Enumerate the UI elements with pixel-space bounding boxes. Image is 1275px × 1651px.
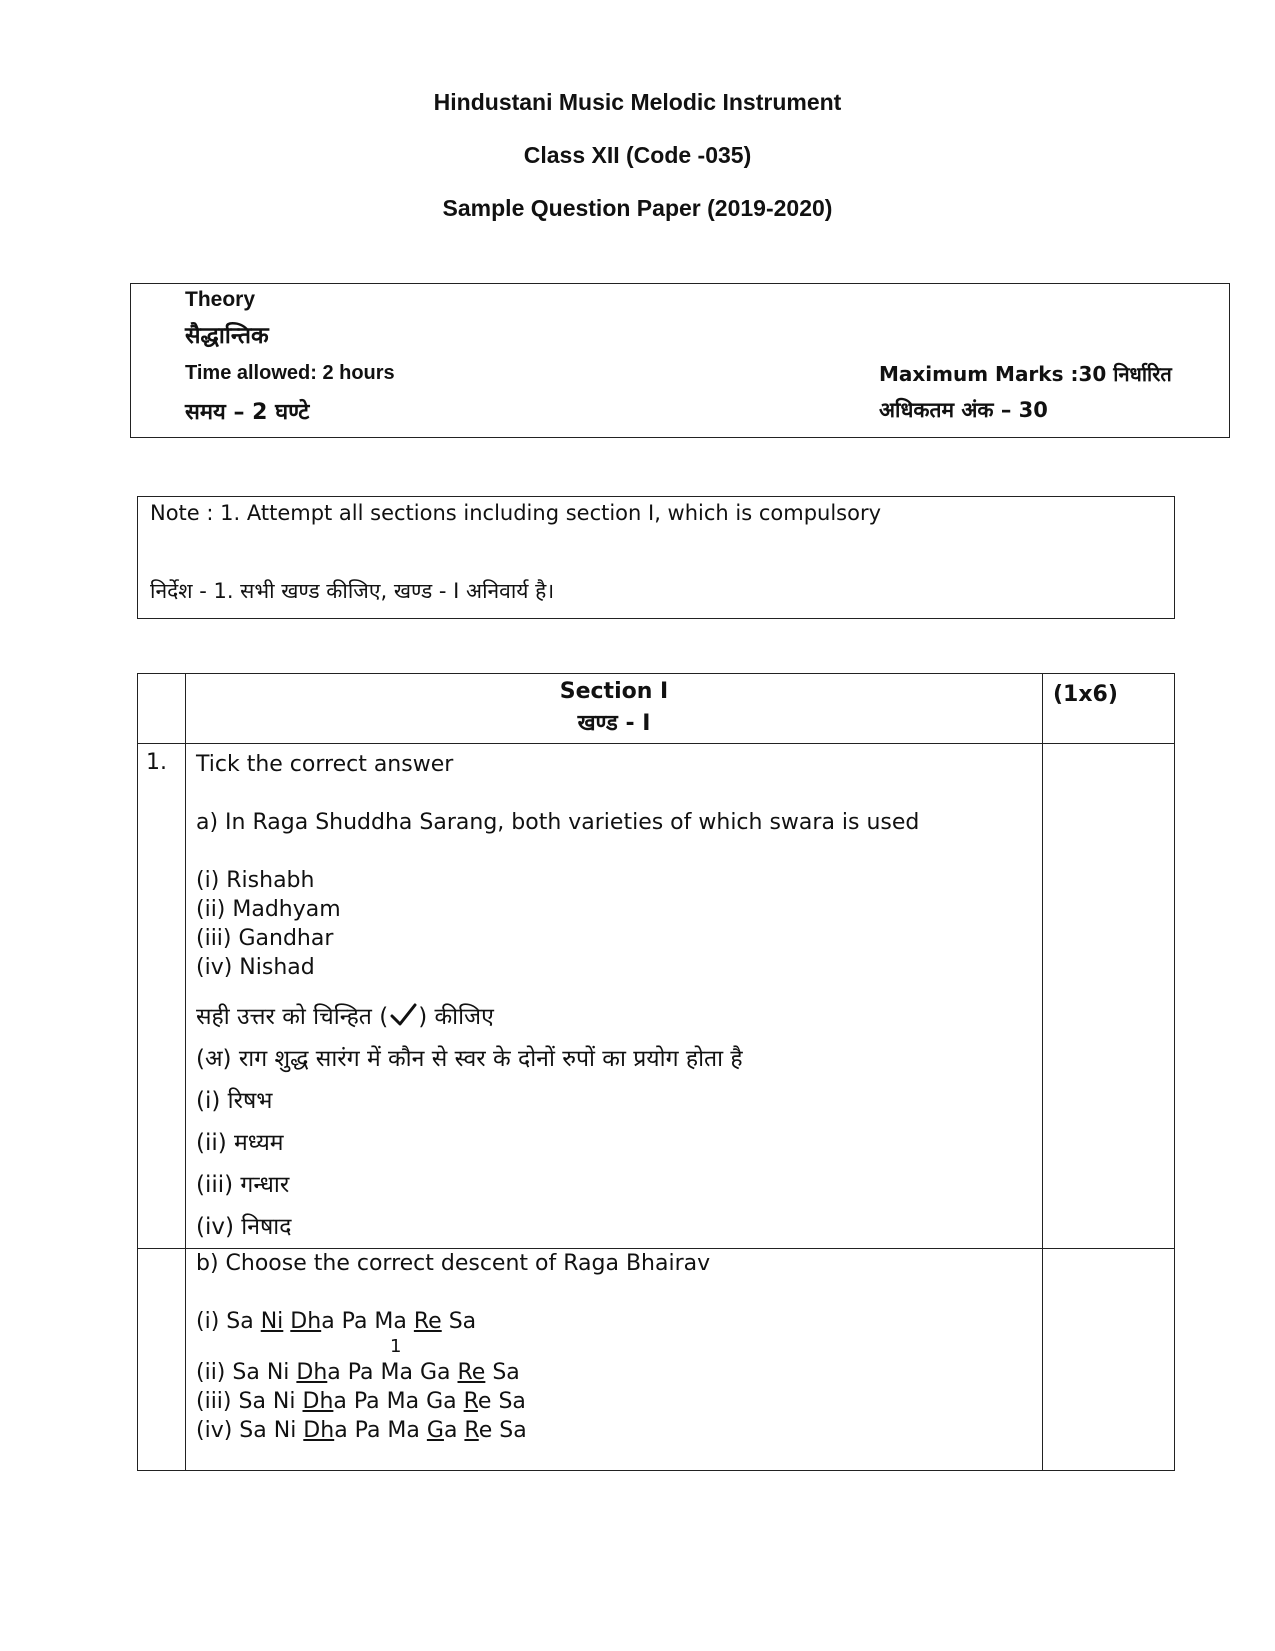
- empty-cell: [138, 674, 186, 744]
- option-a-4: (iv) Nishad: [196, 955, 315, 980]
- section-title-cell: [186, 674, 1043, 744]
- question-b-english: b) Choose the correct descent of Raga Bhairav: [196, 1251, 711, 1276]
- instruction-hindi: सही उत्तर को चिन्हित ( ) कीजिए: [196, 996, 1042, 1038]
- title-class: Class XII (Code -035): [523, 142, 752, 168]
- section-title: Section I: [559, 679, 669, 704]
- maximum-marks: Maximum Marks :30 निर्धारित: [879, 362, 1172, 386]
- marks-cell-b: [1043, 1249, 1175, 1471]
- note-box: [137, 496, 1175, 619]
- option-b-2: (ii) Sa Ni Dha Pa Ma Ga Re Sa: [196, 1360, 520, 1385]
- note-hindi: निर्देश - 1. सभी खण्ड कीजिए, खण्ड - I अनिवार्य है।: [150, 579, 555, 603]
- option-a-2: (ii) Madhyam: [196, 897, 341, 922]
- time-allowed: Time allowed: 2 hours: [185, 362, 395, 384]
- theory-label: Theory: [185, 288, 256, 311]
- marks-cell-a: [1043, 744, 1175, 1249]
- title-paper: Sample Question Paper (2019-2020): [442, 195, 833, 221]
- option-a-1: (i) Rishabh: [196, 868, 315, 893]
- question-a-english: a) In Raga Shuddha Sarang, both varieties of which swara is used: [196, 810, 920, 835]
- option-b-1: (i) Sa Ni Dha Pa Ma Re Sa: [196, 1309, 477, 1334]
- empty-cell: [138, 1249, 186, 1471]
- option-a-hindi-2: (ii) मध्यम: [196, 1130, 284, 1156]
- question-row-b: [138, 1249, 1175, 1471]
- paper-titles: [0, 88, 1275, 247]
- theory-label-hindi: सैद्धान्तिक: [185, 323, 269, 349]
- option-a-hindi-4: (iv) निषाद: [196, 1214, 292, 1240]
- question-number: 1.: [138, 744, 186, 1249]
- section-header-row: [138, 674, 1175, 744]
- option-b-4: (iv) Sa Ni Dha Pa Ma Ga Re Sa: [196, 1418, 527, 1443]
- question-row-a: [138, 744, 1175, 1249]
- question-a-hindi: (अ) राग शुद्ध सारंग में कौन से स्वर के दोनों रुपों का प्रयोग होता है: [196, 1046, 743, 1072]
- title-subject: Hindustani Music Melodic Instrument: [433, 89, 842, 115]
- question-a-cell: [186, 744, 1043, 1249]
- tivra-mark: 1: [390, 1336, 402, 1357]
- check-mark-icon: [388, 1000, 418, 1026]
- note-english: Note : 1. Attempt all sections including section I, which is compulsory: [150, 501, 882, 525]
- instruction-english: Tick the correct answer: [196, 752, 454, 777]
- section-title-hindi: खण्ड - I: [577, 711, 651, 736]
- maximum-marks-hindi: अधिकतम अंक – 30: [879, 398, 1048, 422]
- option-a-3: (iii) Gandhar: [196, 926, 334, 951]
- question-b-cell: [186, 1249, 1043, 1471]
- time-allowed-hindi: समय – 2 घण्टे: [185, 400, 310, 425]
- section-marks: (1x6): [1043, 674, 1175, 744]
- option-b-3: (iii) Sa Ni Dha Pa Ma Ga Re Sa: [196, 1389, 526, 1414]
- option-a-hindi-3: (iii) गन्धार: [196, 1172, 290, 1198]
- section-table: [137, 673, 1175, 1471]
- option-a-hindi-1: (i) रिषभ: [196, 1088, 273, 1114]
- exam-header-box: [130, 283, 1230, 438]
